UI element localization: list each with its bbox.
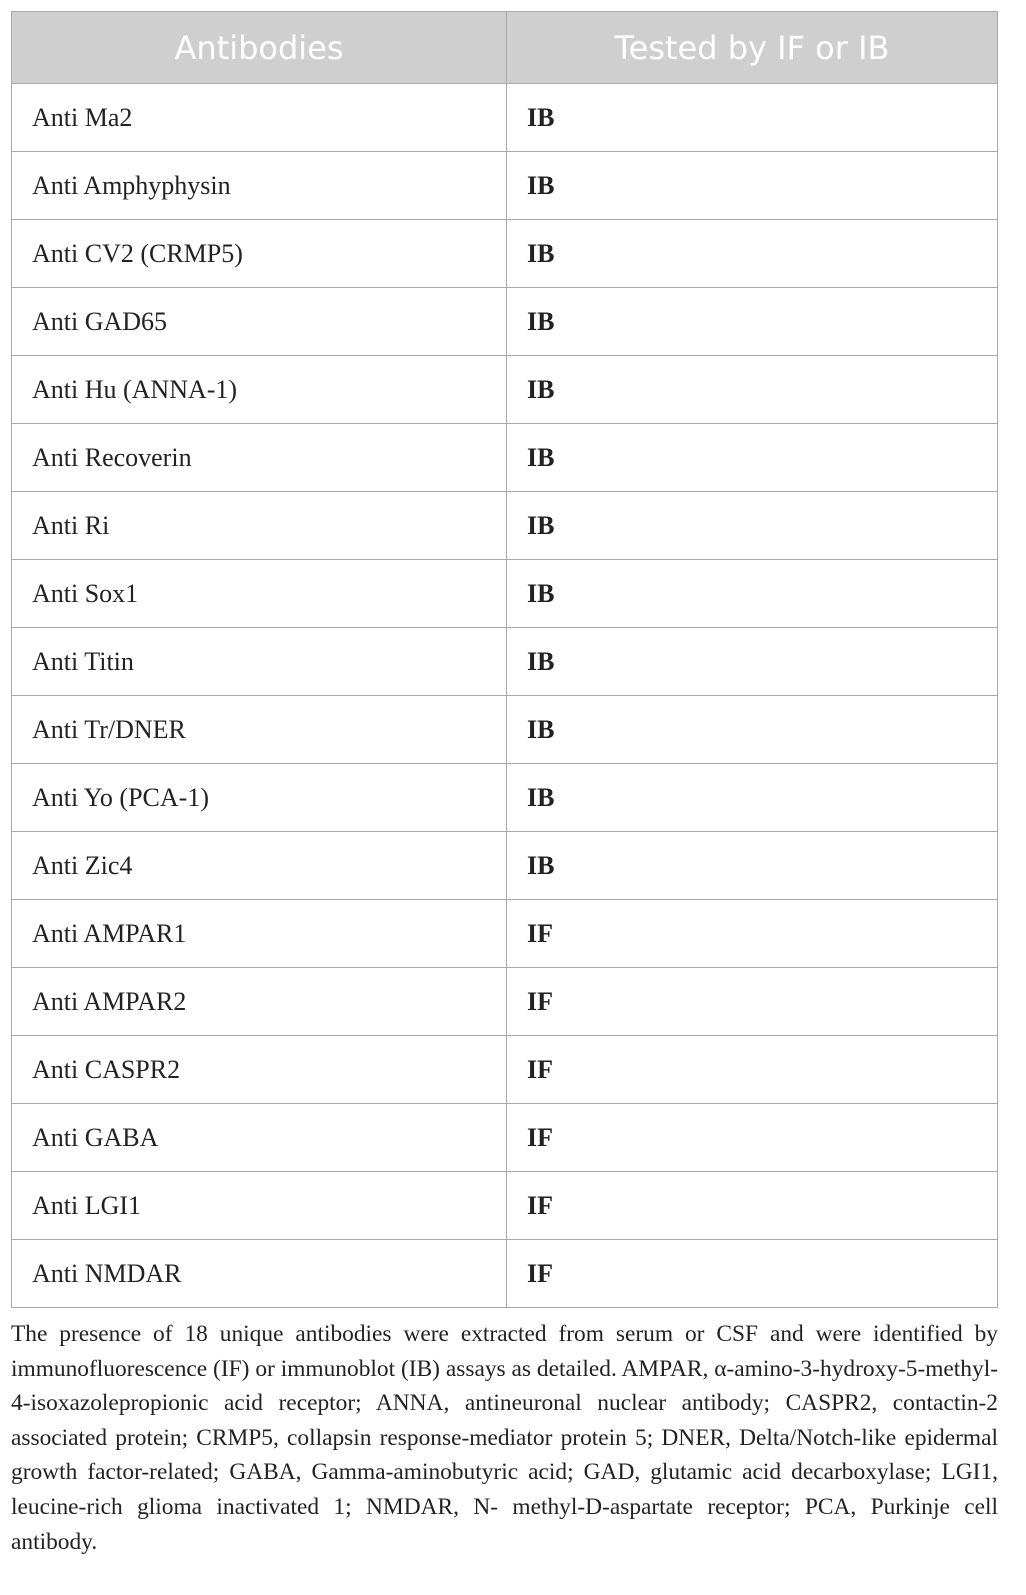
test-method-cell: IF bbox=[507, 968, 998, 1036]
table-row bbox=[12, 1104, 998, 1172]
table-row bbox=[12, 900, 998, 968]
header-antibodies: Antibodies bbox=[12, 12, 507, 84]
table-row bbox=[12, 628, 998, 696]
table-row bbox=[12, 1240, 998, 1308]
table-header-row bbox=[12, 12, 998, 84]
test-method-cell: IF bbox=[507, 1036, 998, 1104]
test-method-cell: IB bbox=[507, 560, 998, 628]
table-row bbox=[12, 152, 998, 220]
antibody-cell: Anti Hu (ANNA-1) bbox=[12, 356, 507, 424]
table-row bbox=[12, 220, 998, 288]
antibody-cell: Anti Titin bbox=[12, 628, 507, 696]
antibody-cell: Anti Ma2 bbox=[12, 84, 507, 152]
antibody-cell: Anti LGI1 bbox=[12, 1172, 507, 1240]
table-row bbox=[12, 1036, 998, 1104]
test-method-cell: IB bbox=[507, 696, 998, 764]
antibody-cell: Anti GAD65 bbox=[12, 288, 507, 356]
table-row bbox=[12, 560, 998, 628]
test-method-cell: IB bbox=[507, 492, 998, 560]
table-row bbox=[12, 832, 998, 900]
table-row bbox=[12, 84, 998, 152]
test-method-cell: IB bbox=[507, 424, 998, 492]
antibody-cell: Anti Amphyphysin bbox=[12, 152, 507, 220]
antibody-cell: Anti Tr/DNER bbox=[12, 696, 507, 764]
table-row bbox=[12, 968, 998, 1036]
table-row bbox=[12, 764, 998, 832]
antibody-cell: Anti CASPR2 bbox=[12, 1036, 507, 1104]
test-method-cell: IB bbox=[507, 628, 998, 696]
test-method-cell: IB bbox=[507, 288, 998, 356]
antibody-cell: Anti Recoverin bbox=[12, 424, 507, 492]
antibody-cell: Anti NMDAR bbox=[12, 1240, 507, 1308]
test-method-cell: IB bbox=[507, 356, 998, 424]
table-container bbox=[11, 11, 998, 1308]
table-row bbox=[12, 356, 998, 424]
antibody-table bbox=[11, 11, 998, 1308]
test-method-cell: IB bbox=[507, 764, 998, 832]
table-row bbox=[12, 424, 998, 492]
test-method-cell: IF bbox=[507, 900, 998, 968]
antibody-cell: Anti Yo (PCA-1) bbox=[12, 764, 507, 832]
test-method-cell: IF bbox=[507, 1240, 998, 1308]
table-row bbox=[12, 288, 998, 356]
antibody-cell: Anti AMPAR1 bbox=[12, 900, 507, 968]
test-method-cell: IB bbox=[507, 832, 998, 900]
table-body bbox=[12, 84, 998, 1308]
test-method-cell: IF bbox=[507, 1104, 998, 1172]
antibody-cell: Anti CV2 (CRMP5) bbox=[12, 220, 507, 288]
antibody-cell: Anti Sox1 bbox=[12, 560, 507, 628]
antibody-cell: Anti Ri bbox=[12, 492, 507, 560]
header-tested-by: Tested by IF or IB bbox=[507, 12, 998, 84]
test-method-cell: IF bbox=[507, 1172, 998, 1240]
test-method-cell: IB bbox=[507, 84, 998, 152]
antibody-cell: Anti GABA bbox=[12, 1104, 507, 1172]
table-row bbox=[12, 492, 998, 560]
table-row bbox=[12, 1172, 998, 1240]
antibody-cell: Anti Zic4 bbox=[12, 832, 507, 900]
test-method-cell: IB bbox=[507, 220, 998, 288]
antibody-cell: Anti AMPAR2 bbox=[12, 968, 507, 1036]
table-row bbox=[12, 696, 998, 764]
table-footnote: The presence of 18 unique antibodies were extracted from serum or CSF and were identified by immunofluorescence (IF) or immunoblot (IB) assays as detailed. AMPAR, α-amino-3-hydroxy-5-methyl-4-isoxazolepropionic acid receptor; ANNA, antineuronal nuclear antibody; CASPR2, contactin-2 associated protein; CRMP5, collapsin response-mediator protein 5; DNER, Delta/Notch-like epidermal growth factor-related; GABA, Gamma-aminobutyric acid; GAD, glutamic acid decarboxylase; LGI1, leucine-rich glioma inactivated 1; NMDAR, N- methyl-D-aspartate receptor; PCA, Purkinje cell antibody. bbox=[11, 1321, 998, 1555]
test-method-cell: IB bbox=[507, 152, 998, 220]
